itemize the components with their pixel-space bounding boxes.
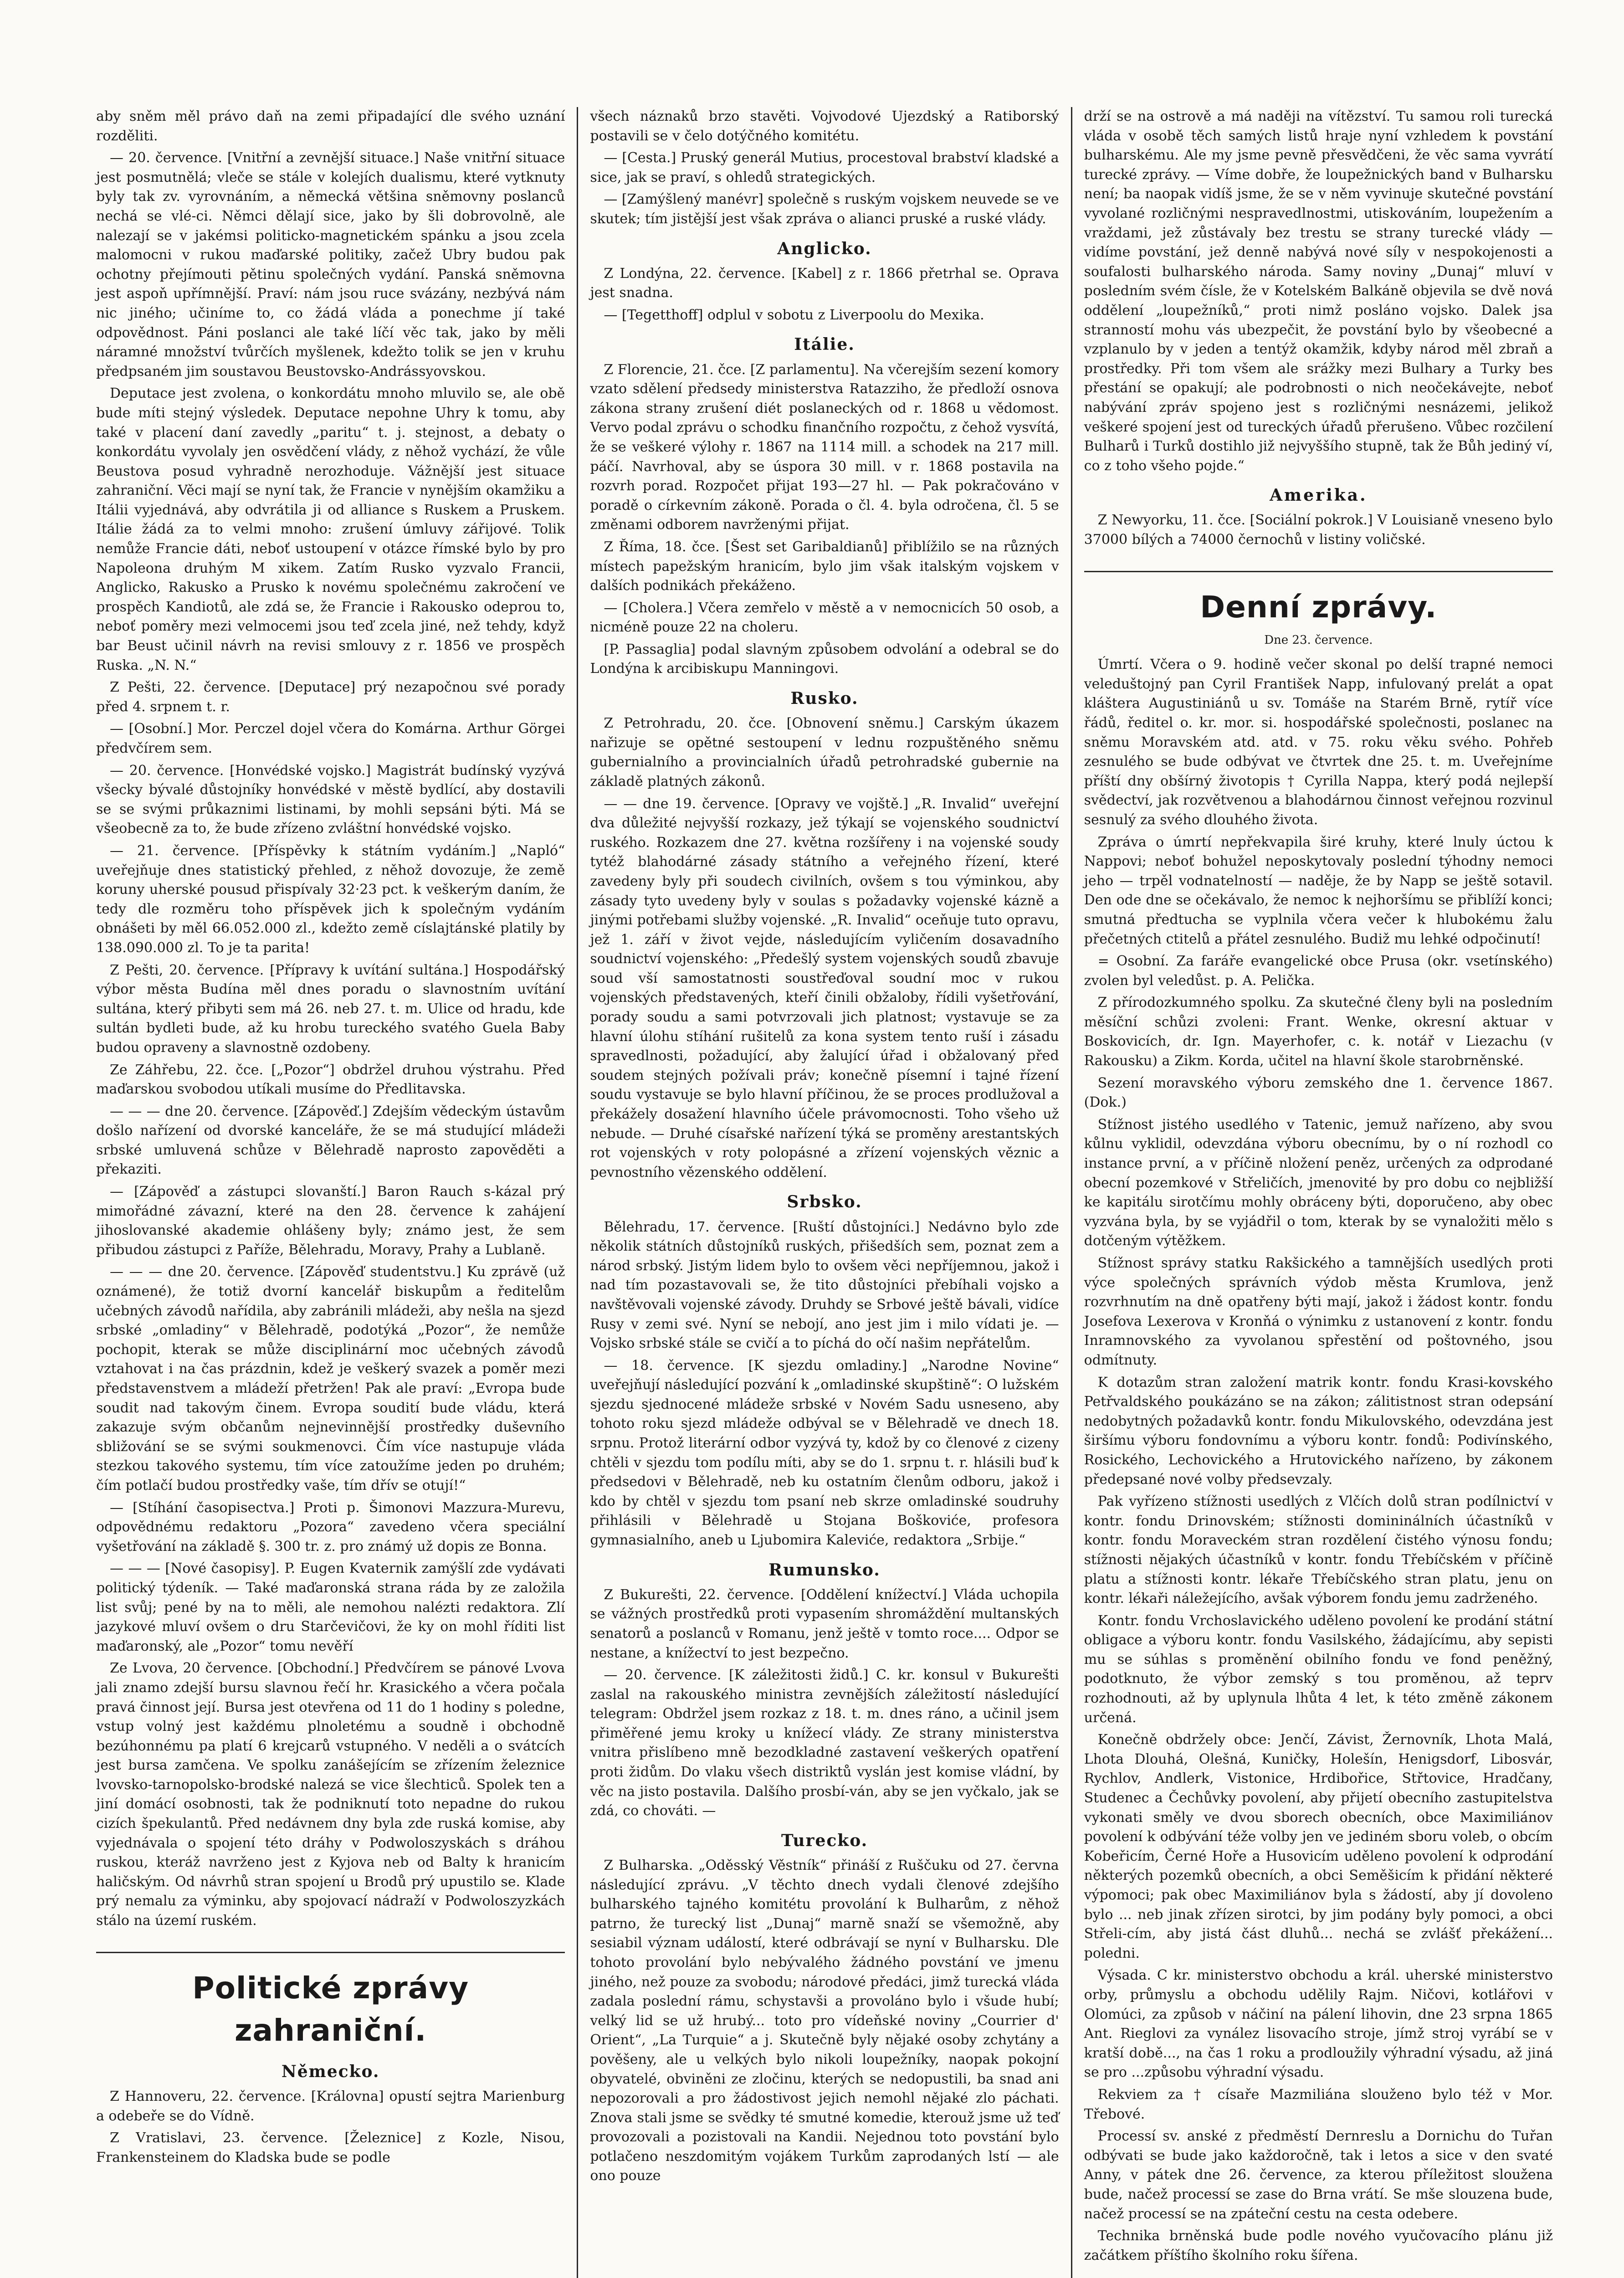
dateline: Dne 23. července. [1264, 633, 1373, 647]
article-paragraph: drží se na ostrově a má naději na vítězství. Tu samou roli turecká vláda v osobě těch samých listů hraje nyní vzhledem k povstání bulharskému. Ale my jsme pevně přesvědčeni, že věc sama vyvrátí turecké zprávy. — Víme dobře, že loupežnických band v Bulharsku není; ba naopak vidíš jsme, že se v něm vyvinuje skutečné povstání vyvolané rozličnými nespravedlnostmi, utiskováním, loupežením a vraždami, jež zůstávaly bez trestu se strany turecké vlády — vidíme povstání, jež denně nabývá nové síly v nespokojenosti a soufalosti bulharského národa. Samy noviny „Dunaj“ mluví v posledním svém čísle, že v Kotelském Balkáně objevila se dvě nová oddělení „loupežníků,“ proti nimž posláno vojsko. Dalek jsa stranností mohu vás ubezpečit, že povstání bylo by všeobecné a vzplanulo by v jeden a tentýž okamžik, kdyby národ měl zbraň a prostředky. Při tom všem ale srážky mezi Bulhary a Turky bes přestání se opakují; ale podrobnosti o nich neočekávejte, neboť nabývání zpráv spojeno jest s rozličnými nesnázemi, jelikož veškeré spojení jest od tureckých úřadů přerušeno. Vůbec rozčilení Bulharů i Turků dostihlo již nejvyššího stupně, tak že Bůh jediný ví, co z toho všeho pojde.“ [1084, 108, 1553, 474]
article-paragraph: — — — dne 20. července. [Zápověď.] Zdejším vědeckým ústavům došlo nařízení od dvorské kanceláře, že se má studující mládeži srbské umluvená schůze v Bělehradě naprosto zapověděti a překaziti. [96, 1103, 565, 1178]
article-paragraph: Stížnost správy statku Rakšického a tamnějších usedlých proti výce společných správních výdob města Krumlova, jenž rozvrhnutím na dně opatřeny býti mají, jakož i žádost kontr. fondu Josefova Lexerova v Kronňá o výnimku z ustanovení z kontr. fondu Inramnovského za vyvolanou spřestění od poštovného, jsou odmítnuty. [1084, 1255, 1553, 1368]
article-paragraph: — [Tegetthoff] odplul v sobotu z Liverpoolu do Mexika. [604, 307, 984, 323]
article-paragraph: Bělehradu, 17. července. [Ruští důstojníci.] Nedávno bylo zde několik státních důstojníků ruských, přišedších sem, poznat zem a národ srbský. Jistým lidem bylo to ovšem věci nepříjemnou, jakož i nad tím pozastavovali se, že tito důstojníci přebíhali vojsko a navštěvovali vojenské závody. Druhdy se Srbové ještě bávali, vidíce Rusy v zemi své. Nyní se nebojí, ano jest jim i milo vídati je. — Vojsko srbské stále se cvičí a to píchá do očí našim nepřátelům. [590, 1219, 1059, 1352]
article-paragraph: = Osobní. Za faráře evangelické obce Prusa (okr. vsetínského) zvolen byl veledůst. p. A. Pelička. [1084, 953, 1553, 989]
country-heading: Srbsko. [787, 1192, 862, 1212]
article-paragraph: — 18. července. [K sjezdu omladiny.] „Narodne Novine“ uveřejňují následující pozvání k „omladinské skupštině“: O lužském sjezdu sjednocené mládeže srbské v Novém Sadu usneseno, aby tohoto roku sjezd mládeže odbýval se v Bělehradě ve dnech 18. srpnu. Protož literární odbor vyzývá ty, kdož by co členové z cizeny chtěli v sjezdu tom podílu míti, aby se do 1. srpnu t. r. hlásili buď k předsedovi v Bělehradě, neb ku ostatním členům odboru, jakož i kdo by chtěl v sjezdu tom psaní neb skrze omladinské soudruhy přihlásili v Bělehradě u Stojana Boškoviće, profesora gymnasialního, aneb u Ljubomira Kaleviće, redaktora „Srbije.“ [590, 1357, 1059, 1549]
article-paragraph: — 20. července. [Vnitřní a zevnější situace.] Naše vnitřní situace jest posmutnělá; vleče se stále v kolejích dualismu, které vytknuty byly tak zv. vyrovnáním, a německá většina sněmovny poslanců nechá se vlé‑ci. Němci dělají sice, jako by šli dobrovolně, ale nalezají se v jakémsi politicko-magnetickém spánku a jsou zcela malomocni v rukou maďarské politiky, začež Ubry budou pak ochotny přejímouti pětinu společných vydání. Panská sněmovna jest aspoň upřímnější. Praví: nám jsou ruce svázány, nezbývá nám nic jiného; učiníme to, co žádá vláda a ponechme jí také odpovědnost. Páni poslanci ale také líčí věc tak, jako by měli náramné množství tvůrčích myšlenek, kdežto tolik se jen v kruhu předpsaném jim soustavou Beustovsko-Andrássyovskou. [96, 150, 565, 380]
article-paragraph: Stížnost jistého usedlého v Tatenic, jemuž nařízeno, aby svou kůlnu vyklidil, odevzdána výboru obecnímu, by o ní rozhodl co instance první, a v příčině nložení peněz, určených za odprodané obecní pozemkové v Střeličích, jmenovité by pro dobu co nejbližší ke kapitálu sirotčímu mohly obráceny býti, doporučeno, aby obec vyzvána byla, by se vyjádřil o tom, kterak by se vynaložiti mělo s dotčeným výtěžkem. [1084, 1116, 1553, 1249]
article-paragraph: Ze Záhřebu, 22. čce. [„Pozor“] obdržel druhou výstrahu. Před maďarskou svobodou utíkali musíme do Předlitavska. [96, 1062, 565, 1098]
column-3 [1072, 107, 1565, 2278]
article-paragraph: — [Osobní.] Mor. Perczel dojel včera do Komárna. Arthur Görgei předvčírem sem. [96, 721, 565, 756]
article-paragraph: Z Pešti, 22. července. [Deputace] prý nezapočnou své porady před 4. srpnem t. r. [96, 679, 565, 715]
article-paragraph: Z Florencie, 21. čce. [Z parlamentu]. Na včerejším sezení komory vzato sdělení předsedy ministerstva Ratazziho, že předloží osnova zákona strany zrušení diét poslaneckých od r. 1868 u vědomost. Vervo podal zprávu o schodku finančního rozpočtu, z čehož vysvítá, že se veškeré výlohy r. 1867 na 1114 mill. a schodek na 217 mill. páčí. Navrhoval, aby se úspora 30 mill. v r. 1868 postavila na rozvrh porad. Rozpočet přijat 193—27 hl. — Pak pokračováno v poradě o církevním zákoně. Porada o čl. 4. byla odročena, čl. 5 se změnami odborem navrženými přijat. [590, 361, 1059, 533]
country-heading: Amerika. [1270, 486, 1368, 505]
article-paragraph: [P. Passaglia] podal slavným způsobem odvolání a odebral se do Londýna k arcibiskupu Manningovi. [590, 641, 1059, 677]
article-paragraph: Ze Lvova, 20 července. [Obchodní.] Předvčírem se pánové Lvova jali znamo zdejší bursu slavnou řečí hr. Krasického a včera počala pravá činnost její. Bursa jest otevřena od 11 do 1 hodiny s poledne, vstup volný jest každému plnoletému a soudně i obchodně bezúhonnému pa platí 6 krejcarů vstupného. V neděli a o svátcích jest bursa zamčena. Ve spolku zanášejícím se zřízením železnice lvovsko-tarnopolsko-brodské nalezá se vice šlechticů. Spolek ten a jiní domácí osobnosti, tak že podniknutí toto nepadne do rukou cizích špekulantů. Před nedávnem dny byla zde ruská komise, aby vyjednávala o spojení této dráhy v Podwoloszyskách s dráhou ruskou, kteráž navrženo jest z Kyjova neb od Balty k hranicím haličským. Od návrhů stran spojení u Brodů prý upustilo se. Klade prý nemalu za výminku, aby spojovací nádraží v Podwoloszyzkách stálo na území ruském. [96, 1660, 565, 1929]
country-heading: Itálie. [794, 335, 855, 354]
article-paragraph: — [Zamýšlený manévr] společně s ruským vojskem neuvede se ve skutek; tím jistější jest však zpráva o alianci pruské a ruské vlády. [590, 191, 1059, 227]
article-paragraph: Pak vyřízeno stížnosti usedlých z Vlčích dolů stran podílnictví v kontr. fondu Drinovském; stížnosti domininálních účastníků v kontr. fondu Moraveckém stran rozdělení čistého výnosu fondu; stížnosti nějakých účastníků v kontr. fondu Třebíčském v příčině platu a stížnosti kontr. lékaře Třebíčského stran platu, jenu on kontr. lékaři náležejícího, avšak výborem fondu jemu zadrženého. [1084, 1493, 1553, 1607]
section-heading: Politické zprávy zahraniční. [96, 1952, 565, 2052]
article-paragraph: Technika brněnská bude podle nového vyučovacího plánu již začátkem příštího školního roku šířena. [1084, 2228, 1553, 2263]
article-paragraph: aby sněm měl právo daň na zemi připadající dle svého uznání rozděliti. [96, 108, 565, 144]
article-paragraph: Kontr. fondu Vrchoslavického uděleno povolení ke prodání státní obligace a výboru kontr. fondu Vasilského, žádajícímu, aby sepisti mu se súhlas s proměnění obilního fondu ve fond peněžný, podotknuto, že výbor zemský s tou proměnou, až teprv rozhodnouti, až by uplynula lhůta 4 let, k této změně zákonem určená. [1084, 1612, 1553, 1726]
article-paragraph: — 21. července. [Příspěvky k státním vydáním.] „Napló“ uveřejňuje dnes statistický přehled, z něhož dovozuje, že země koruny uherské pousud přispívaly 32·23 pct. k veškerým daním, že tedy dle rozměru toho příspěvek jich k společným vydáním obnášeti by měl 66.052.000 zl., kdežto země císlajtánské platily by 138.090.000 zl. To je ta parita! [96, 842, 565, 956]
article-paragraph: Z Bulharska. „Oděsský Věstník“ přináší z Ruščuku od 27. června následující zprávu. „V těchto dnech vydali členové zdejšího bulharského tajného komitétu provolání k Bulharům, z něhož patrno, že turecký list „Dunaj“ marně snaží se všemožně, aby sesiabil význam událostí, které odbrávají se nyní v Bulharsku. Dle tohoto provolání bylo nebývalého žádného povstání ve jmenu jiného, než pouze za svobodu; národové předáci, jimž turecká vláda zadala poslední rámu, schystavši a provoláno bylo i všude hubí; velký lid se už hrubý... toto pro vídeňské noviny „Courrier d' Orient“, „La Turquie“ a j. Skutečně byly nějaké osoby zchytány a pověšeny, ale u velkých bylo nikoli loupežníky, naopak pokojní obyvatelé, obviněni ze zločinu, kterých se nedopustili, ba snad ani nepozorovali a pro žádostivost jejich nemohl nějaké zlo páchati. Znova stali jsme se svědky té smutné komedie, kterouž jsme už teď provozovali a pozistovali na Kandii. Nejednou toto povstání bylo potlačeno neszdomitým vojákem Turkům zaprodaných lstí — ale ono pouze [590, 1857, 1059, 2184]
article-paragraph: Úmrtí. Včera o 9. hodině večer skonal po delší trapné nemoci veleduštojný pan Cyril František Napp, infulovaný prelát a opat kláštera Augustiniánů u sv. Tomáše na Starém Brně, rytíř více řádů, ředitel o. kr. mor. si. hospodářské společnosti, poslanec na sněmu Moravském atd. atd. v 75. roku věku svého. Pohřeb zesnulého se bude odbývat ve čtvrtek dne 25. t. m. Uveřejníme příští dny obšírný životopis † Cyrilla Nappa, který podá nejlepší svědectví, jak rozvětvenou a blahodárnou činnost veřejnou rozvinul sesnulý za svého dlouhého života. [1084, 657, 1553, 828]
article-paragraph: — [Cholera.] Včera zemřelo v městě a v nemocnicích 50 osob, a nicméně pouze 22 na choleru. [590, 600, 1059, 636]
article-paragraph: — — — [Nové časopisy]. P. Eugen Kvaternik zamýšlí zde vydávati politický týdeník. — Také maďaronská strana ráda by ze založila list svůj; pené by na to měli, ale nemohou nalézti redaktora. Zlí jazykové mluví ovšem o dru Starčevičovi, že ky on mohl říditi list maďaronský, ale „Pozor“ tomu nevěří [96, 1560, 565, 1654]
column-1 [84, 107, 578, 2278]
article-paragraph: Z Vratislavi, 23. července. [Železnice] z Kozle, Nisou, Frankensteinem do Kladska bude se podle [96, 2130, 565, 2165]
article-paragraph: K dotazům stran založení matrik kontr. fondu Krasi-kovského Petřvaldského poukázáno se na zákon; zálitistnost stran odepsání nedobytných požadavků kontr. fondu Mikulovského, odevzdána jest širšímu výboru fondovnímu a výboru kontr. fondů: Podivínského, Rosického, Lechovického a Hrutovického nařízeno, by zákonem předepsané nové volby předsevzaly. [1084, 1374, 1553, 1488]
article-paragraph: — — dne 19. července. [Opravy ve vojště.] „R. Invalid“ uveřejní dva důležité nejvyšší rozkazy, jež týkají se vojenského soudnictví ruského. Rozkazem dne 27. května rozšířeny i na vojenské soudy tytéž blahodárné zásady státního a veřejného řízení, které zavedeny byly při soudech civilních, ovšem s tou výminkou, aby zásady tyto uvedeny byly v soulas s požadavky vojenské kázně a jinými potřebami služby vojenské. „R. Invalid“ oceňuje tuto opravu, jež 1. září v život vejde, následujícím vyličením dosavadního soudnictví vojenského: „Předešlý system vojenských soudů zbavuje soud vší samostatnosti soustřeďoval soudní moc v rukou vojenských představených, kteří činili obžaloby, řídili vyšetřování, porady soudu a sami potvrzovali jich platnost; vystavuje se za hlavní úlohu stíhání rušitelů za kona system tento ruší i zásadu spravedlnosti, požadující, aby žalující úřad i obžalovaný před soudem stejných požívali práv; konečně písemní i tajné řízení soudu vystavuje se bylo hlavní příčinou, že se proces prodlužoval a překážely dosažení hlavního účele právomocnosti. Toho všeho už nebude. — Druhé císařské nařízení týká se proměny arestantských rot vojenských v roty polopásné a zřízení vojenských věznic a pevnostního vězenského oddělení. [590, 795, 1059, 1180]
country-heading: Rumunsko. [768, 1560, 881, 1580]
country-heading: Anglicko. [777, 239, 872, 258]
article-paragraph: Z Hannoveru, 22. července. [Královna] opustí sejtra Marienburg a odebeře se do Vídně. [96, 2088, 565, 2124]
article-paragraph: Výsada. C kr. ministerstvo obchodu a král. uherské ministerstvo orby, průmyslu a obchodu udělily Rajm. Ničovi, kotlářovi v Olomúci, za způsob v náčiní na pálení lihovin, dne 23 srpna 1865 Ant. Rieglovi za vynález lisovacího stroje, jímž stroj vyrábí se v kratší době..., na čas 1 roku a prodloužily výhradní výsadu, až jiná se pro ...způsobu výhradní výsadu. [1084, 1967, 1553, 2081]
article-paragraph: — [Stíhání časopisectva.] Proti p. Šimonovi Mazzura-Murevu, odpovědnému redaktoru „Pozora“ zavedeno včera speciální vyšetřování na základě §. 300 tr. z. pro známý už dopis ze Bonna. [96, 1499, 565, 1555]
article-paragraph: — 20. července. [Honvédské vojsko.] Magistrát budínský vyzývá všecky bývalé důstojníky honvédské v městě bydlící, aby dostavili se se svými průkaznimi listinami, by mohli sepsáni býti. Má se všeobecně za to, že bude zřízeno zvláštní honvédské vojsko. [96, 762, 565, 837]
article-paragraph: — [Zápověď a zástupci slovanští.] Baron Rauch s‑kázal prý mimořádné závazní, které na den 28. července k zahájení jihoslovanské akademie ohlášeny byly; známo jest, že sem přibudou zástupci z Paříže, Bělehradu, Moravy, Prahy a Lublaně. [96, 1184, 565, 1258]
article-paragraph: Sezení moravského výboru zemského dne 1. července 1867. (Dok.) [1084, 1075, 1553, 1111]
column-2 [578, 107, 1072, 2278]
article-paragraph: Konečně obdržely obce: Jenčí, Závist, Žernovník, Lhota Malá, Lhota Dlouhá, Olešná, Kuničky, Holešín, Henigsdorf, Libosvár, Rychlov, Andlerk, Vistonice, Hrdibořice, Střtovice, Hradčany, Studenec a Čechůvky povolení, aby přijetí obecního zastupitelstva vykonati směly ve dvou sborech obecních, obce Maximiliánov povolení k odbývání téže volby jen ve jediném sboru voleb, o obcím Kobeřicím, Černé Hoře a Husovicím uděleno povolení k odprodání některých pozemků obecních, a obci Seměšicím k přidání některé výpomoci; pak obec Maximiliánov byla s žádostí, aby jí dovoleno bylo ... neb jinak zřízen sirotci, by jim podány byly pomoci, a obci Střeli-cím, aby jistá část dluhů... nechá se zvlášť překážení... poledni. [1084, 1732, 1553, 1961]
article-paragraph: — — — dne 20. července. [Zápověď studentstvu.] Ku zprávě (už oznámené), že totiž dvorní kancelář biskupům a ředitelům učebných závodů nařídila, aby zabránili mládeži, aby nešla na sjezd srbské „omladiny“ v Bělehradě, podotýká „Pozor“, že nemůže pochopit, kterak se může disciplinární moc učebných závodů vztahovat i na čas prázdnin, kdež je veškerý svazek a poměr mezi představenstvem a mládeží přetržen! Pak ale praví: „Evropa bude soudit nad takovým činem. Evropa soudití bude vládu, která zakazuje svým občanům nejnevinnější prostředky duševního sbližování se se svými soukmenovci. Čím více nastupuje vláda stezkou takového systemu, tím více zatoužíme jeden po druhém; čím potlačí budou prostředky vaše, tím dřív se otují!“ [96, 1264, 565, 1493]
country-heading: Turecko. [781, 1831, 868, 1850]
article-paragraph: všech náznaků brzo stavěti. Vojvodové Ujezdský a Ratiborský postavili se v čelo dotýčného komitétu. [590, 108, 1059, 144]
newspaper-page [84, 107, 1565, 2278]
article-paragraph: Zpráva o úmrtí nepřekvapila širé kruhy, které lnuly úctou k Nappovi; neboť bohužel neposkytovaly poslední týhodny nemoci jeho — trpěl vodnatelností — naděje, že by Napp se ještě sotavil. Den ode dne se očekávalo, že nemoc k nejhoršímu se přiblíží konci; smutná předtucha se vyplnila včera večer k hlubokému žalu přečetných ctitelů a přátel zesnulého. Budiž mu lehké odpočinutí! [1084, 834, 1553, 947]
article-paragraph: Z Říma, 18. čce. [Šest set Garibaldianů] přiblížilo se na různých místech papežským hranicím, bylo jim však italským vojskem v dalších podnikách překáženo. [590, 539, 1059, 594]
article-paragraph: Rekviem za † císaře Mazmiliána slouženo bylo též v Mor. Třebové. [1084, 2086, 1553, 2122]
section-heading: Denní zprávy. [1084, 571, 1553, 629]
article-paragraph: Z Pešti, 20. července. [Přípravy k uvítání sultána.] Hospodářský výbor města Budína měl dnes poradu o slavnostním uvítání sultána, který přibyti sem má 26. neb 27. t. m. Ulice od hradu, kde sultán bydleti bude, až ku hrobu tureckého svatého Guela Baby budou opraveny a slavnostně ozdobeny. [96, 962, 565, 1056]
country-heading: Rusko. [790, 689, 859, 708]
article-paragraph: Z Londýna, 22. července. [Kabel] z r. 1866 přetrhal se. Oprava jest snadna. [590, 265, 1059, 301]
article-paragraph: — [Cesta.] Pruský generál Mutius, procestoval brabství kladské a sice, jak se praví, s ohledů strategických. [590, 150, 1059, 185]
article-paragraph: Z Newyorku, 11. čce. [Sociální pokrok.] V Louisianě vneseno bylo 37000 bílých a 74000 černochů v listiny voličské. [1084, 512, 1553, 548]
article-paragraph: Deputace jest zvolena, o konkordátu mnoho mluvilo se, ale obě bude míti stejný výsledek. Deputace nepohne Uhry k tomu, aby také v placení daní zavedly „paritu“ t. j. stejnost, a debaty o konkordátu vyvolaly jen osvědčení vlády, z něhož vychází, že vůle Beustova posud vyhradně nerozhoduje. Vážnější jest situace zahraniční. Věci mají se nyní tak, že Francie v nynějším okamžiku a Itálii vyjednává, aby odvrátila ji od alliance s Ruskem a Pruskem. Itálie žádá za to velmi mnoho: zrušení úmluvy zářijové. Tolik nemůže Francie dáti, neboť ustoupení v otázce římské bylo by pro Napoleona druhým M xikem. Zatím Rusko vyzvalo Francii, Anglicko, Rakusko a Prusko k novému společnému zakročení ve prospěch Kandiotů, ale zdá se, že Francie i Rakousko odeprou to, neboť poměry mezi velmocemi jsou teď zcela jiné, než tehdy, když bar Beust učinil návrh na revisi smlouvy z r. 1856 ve prospěch Ruska. „N. N.“ [96, 385, 565, 673]
country-heading: Německo. [281, 2062, 380, 2082]
article-paragraph: Processí sv. anské z předměstí Dernreslu a Dornichu do Tuřan odbývati se bude jako každoročně, tak i letos a sice v den svaté Anny, v pátek dne 26. července, za kterou příležitost sloužena bude, načež processí se zase do Brna vrátí. Se mše slouzena bude, načež processí se na zpáteční cestu na cesta odebere. [1084, 2128, 1553, 2222]
article-paragraph: — 20. července. [K záležitosti židů.] C. kr. konsul v Bukurešti zaslal na rakouského ministra zevnějších záležitostí následující telegram: Obdržel jsem rozkaz z 18. t. m. dnes ráno, a učinil jsem přiměřené jemu kroky u knížecí vlády. Ze strany ministerstva vnitra přislíbeno mně bezodkladné zastavení veškerých opatření proti židům. Do vlaku všech distriktů vyslán jest komise vládní, by věc na jisto postavila. Dalšího prosbí-ván, aby se jen vyčkalo, jak se zdá, co chováti. — [590, 1667, 1059, 1819]
article-paragraph: Z přírodozkumného spolku. Za skutečné členy byli na posledním měsíční schůzi zvoleni: Frant. Wenke, okresní aktuar v Boskovicích, dr. Ign. Mayerhofer, c. k. notář v Liezachu (v Rakousku) a Zikm. Korda, učitel na hlavní škole starobrněnské. [1084, 995, 1553, 1069]
article-paragraph: Z Petrohradu, 20. čce. [Obnovení sněmu.] Carským úkazem nařizuje se opětné sestoupení v lednu rozpuštěného sněmu gubernialního a provincialních úřadů petrohradské gubernie na základě platných zákonů. [590, 715, 1059, 790]
article-paragraph: Z Bukurešti, 22. července. [Oddělení knížectví.] Vláda uchopila se vážných prostředků proti vypasením shromáždění multanských senatorů a poslanců v Romanu, jenž ještě v tomto roce.... Odpor se nestane, a knížectví to jest bezpečno. [590, 1586, 1059, 1661]
